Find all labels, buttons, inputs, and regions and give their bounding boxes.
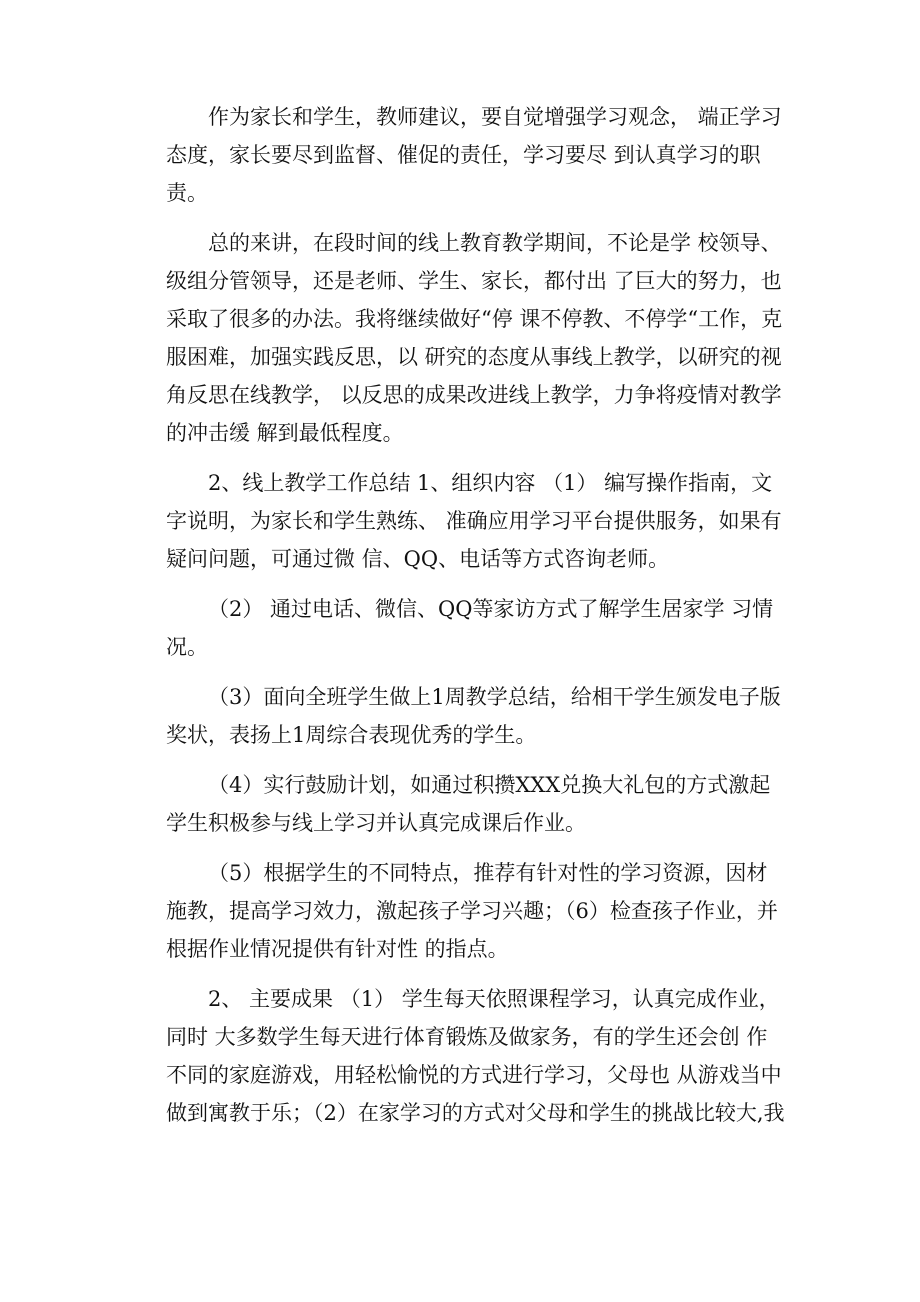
paragraph-1: 作为家长和学生，教师建议，要自觉增强学习观念， 端正学习态度，家长要尽到监督、催促的责任，学习要尽 到认真学习的职责。 (166, 105, 782, 205)
paragraph-5: （3）面向全班学生做上1周教学总结，给相干学生颁发电子版奖状，表扬上1周综合表现优秀的学生。 (166, 685, 781, 747)
paragraph-7: （5）根据学生的不同特点，推荐有针对性的学习资源，因材施教，提高学习效力，激起孩子学习兴趣；（6）检查孩子作业，并根据作业情况提供有针对性 的指点。 (166, 861, 778, 961)
paragraph-3: 2、线上教学工作总结 1、组织内容 （1） 编写操作指南，文字说明，为家长和学生熟练、 准确应用学习平台提供服务，如果有疑问问题，可通过微 信、QQ、电话等方式咨询老师。 (166, 471, 782, 571)
paragraph-2: 总的来讲，在段时间的线上教育教学期间，不论是学 校领导、级组分管领导，还是老师、学生、家长，都付出 了巨大的努力，也采取了很多的办法。我将继续做好“停 课不停教、不停学“工作，克服困难，加强实践反思，以 研究的态度从事线上教学，以研究的视角反思在线教学， 以反思的成果改进线上教学，力争将疫情对教学的冲击缓 解到最低程度。 (166, 231, 783, 445)
paragraph-8: 2、 主要成果 （1） 学生每天依照课程学习，认真完成作业，同时 大多数学生每天进行体育锻炼及做家务，有的学生还会创 作不同的家庭游戏，用轻松愉悦的方式进行学习，父母也 从游戏当中做到寓教于乐；（2）在家学习的方式对父母和学生的挑战比较大,我 (166, 987, 785, 1125)
paragraph-4: （2） 通过电话、微信、QQ等家访方式了解学生居家学 习情况。 (166, 597, 774, 659)
document-body (166, 98, 786, 1144)
paragraph-6: （4）实行鼓励计划，如通过积攒XXX兑换大礼包的方式激起学生积极参与线上学习并认真完成课后作业。 (166, 773, 771, 835)
